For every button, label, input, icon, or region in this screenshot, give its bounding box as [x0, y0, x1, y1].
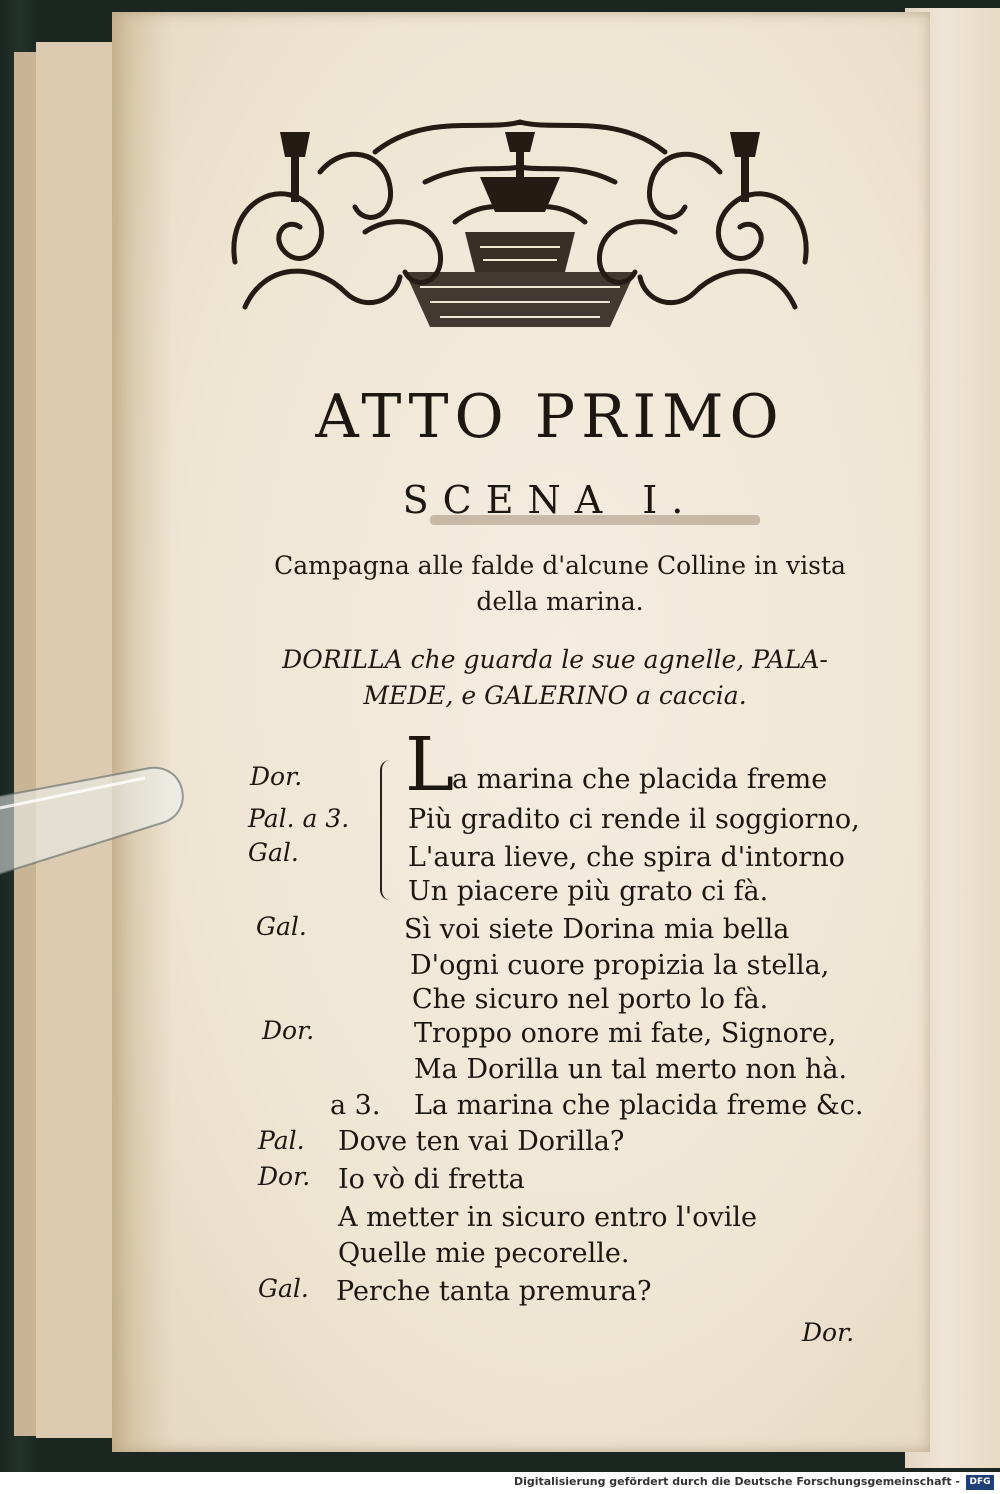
verse-line: Un piacere più grato ci fà.: [408, 876, 769, 907]
speaker-label: Gal.: [248, 838, 299, 867]
verse-line: Sì voi siete Dorina mia bella: [404, 914, 790, 945]
verse-line: D'ogni cuore propizia la stella,: [410, 950, 830, 981]
speaker-label: Gal.: [258, 1274, 309, 1303]
verse-line: Più gradito ci rende il soggiorno,: [408, 804, 860, 835]
scene-rule: [430, 515, 760, 525]
glass-clip-icon: [0, 760, 210, 910]
verse-line: Io vò di fretta: [338, 1164, 525, 1195]
scene-title: SCENA I.: [402, 478, 698, 522]
page-gutter-shadow: [112, 12, 172, 1452]
verse-line: La marina che placida freme &c.: [414, 1090, 864, 1121]
speaker-label: a 3.: [330, 1090, 381, 1121]
funding-credit: Digitalisierung gefördert durch die Deutsche Forschungsgemeinschaft -: [513, 1475, 960, 1488]
character-list: [230, 642, 880, 714]
characters-line: MEDE, e GALERINO a caccia.: [363, 681, 747, 710]
scene-setting: [220, 548, 900, 620]
verse-line: Perche tanta premura?: [336, 1276, 652, 1307]
baroque-fountain-ornament-icon: [225, 112, 815, 327]
speaker-label: Dor.: [250, 762, 303, 791]
speaker-label: Dor.: [262, 1016, 315, 1045]
verse-line: Troppo onore mi fate, Signore,: [414, 1018, 837, 1049]
setting-line: della marina.: [476, 587, 644, 616]
speaker-label: Pal. a 3.: [248, 804, 350, 833]
brace-icon: [380, 760, 398, 900]
drop-cap: L: [405, 722, 455, 808]
footer-banner: [0, 1472, 1000, 1494]
verse-line: Che sicuro nel porto lo fà.: [412, 984, 769, 1015]
speaker-label: Gal.: [256, 912, 307, 941]
catchword: Dor.: [802, 1318, 855, 1347]
act-title: ATTO PRIMO: [315, 382, 785, 452]
verse-line: a marina che placida freme: [452, 764, 828, 795]
verse-line: Dove ten vai Dorilla?: [338, 1126, 625, 1157]
verse-line: Quelle mie pecorelle.: [338, 1238, 630, 1269]
verse-line: A metter in sicuro entro l'ovile: [338, 1202, 757, 1233]
dfg-logo: DFG: [966, 1475, 994, 1490]
verse-line: L'aura lieve, che spira d'intorno: [408, 842, 845, 873]
speaker-label: Dor.: [258, 1162, 311, 1191]
characters-line: DORILLA che guarda le sue agnelle, PALA-: [282, 645, 828, 674]
speaker-label: Pal.: [258, 1126, 305, 1155]
setting-line: Campagna alle falde d'alcune Colline in vista: [274, 551, 846, 580]
verse-line: Ma Dorilla un tal merto non hà.: [414, 1054, 848, 1085]
